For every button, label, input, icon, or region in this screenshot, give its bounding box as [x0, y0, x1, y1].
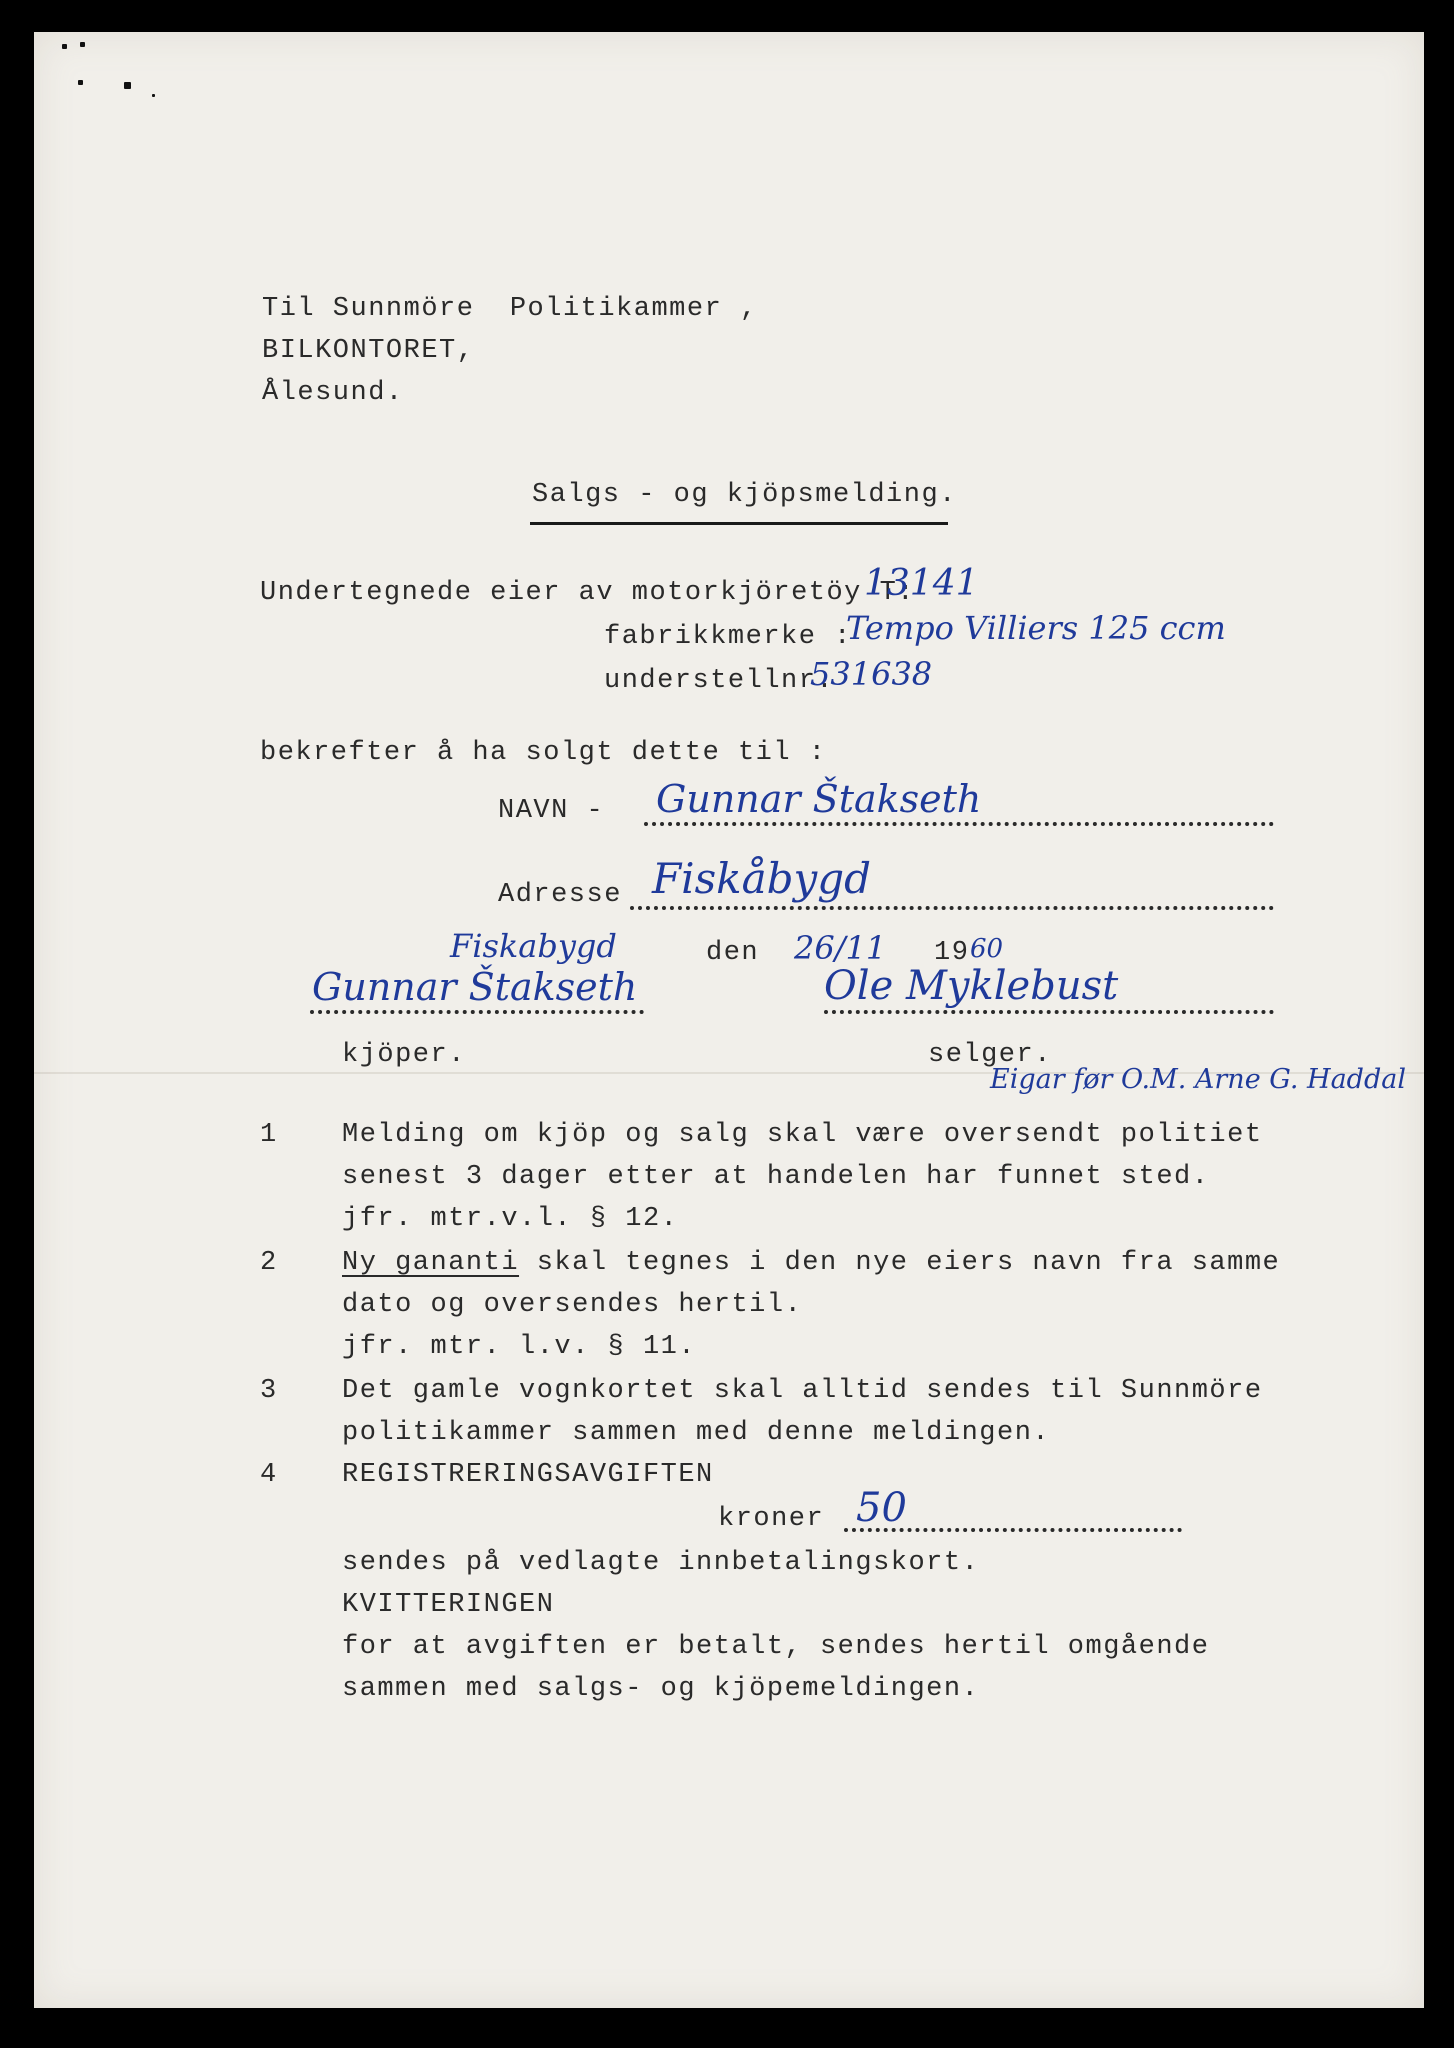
confirm-label: bekrefter å ha solgt dette til :: [260, 738, 827, 768]
make-label: fabrikkmerke :: [604, 622, 852, 652]
seller-signature: Ole Myklebust: [824, 963, 1119, 1009]
make-value: Tempo Villiers 125 ccm: [846, 609, 1226, 647]
rule-line: jfr. mtr.v.l. § 12.: [342, 1204, 679, 1234]
buyer-label: kjöper.: [342, 1040, 466, 1070]
rule-line: for at avgiften er betalt, sendes hertil omgående: [342, 1632, 1210, 1662]
ink-speck: [152, 94, 155, 97]
address-dotted-line: [630, 906, 1274, 910]
chassis-number: 531638: [810, 655, 933, 693]
ink-speck: [124, 82, 131, 89]
ink-speck: [62, 44, 67, 49]
buyer-address: Fiskåbygd: [652, 854, 872, 903]
rule-number: 1: [260, 1120, 278, 1150]
rule-line: [342, 1250, 1280, 1277]
kroner-value: 50: [856, 1485, 907, 1531]
chassis-label: understellnr.: [604, 666, 835, 696]
rule-line: Det gamle vognkortet skal alltid sendes til Sunnmöre: [342, 1376, 1263, 1406]
owner-label: Undertegnede eier av motorkjöretöy T:: [260, 578, 915, 608]
previous-owner-note: Eigar før O.M. Arne G. Haddal: [990, 1064, 1406, 1095]
address-line-3: Ålesund.: [262, 378, 404, 408]
rule-number: 4: [260, 1460, 278, 1490]
buyer-signature: Gunnar Štakseth: [312, 965, 638, 1009]
rule-line: sammen med salgs- og kjöpemeldingen.: [342, 1674, 980, 1704]
buyer-name: Gunnar Štakseth: [656, 777, 982, 821]
seller-label: selger.: [928, 1040, 1052, 1070]
rule-line: jfr. mtr. l.v. § 11.: [342, 1332, 697, 1362]
address-line-1: Til Sunnmöre Politikammer ,: [262, 294, 758, 324]
rule-number: 3: [260, 1376, 278, 1406]
rule-line: KVITTERINGEN: [342, 1590, 555, 1620]
rule-line: sendes på vedlagte innbetalingskort.: [342, 1548, 980, 1578]
document-page: [34, 32, 1424, 2008]
name-label: NAVN -: [498, 796, 605, 826]
rule-line: senest 3 dager etter at handelen har funnet sted.: [342, 1162, 1210, 1192]
date-label: den: [706, 938, 760, 968]
registration-number: 13141: [864, 563, 979, 604]
rule-line: politikammer sammen med denne meldingen.: [342, 1418, 1051, 1448]
address-line-2: BILKONTORET,: [262, 336, 475, 366]
year-prefix: 19: [934, 938, 970, 968]
ink-speck: [80, 42, 85, 47]
ink-speck: [78, 80, 83, 85]
rule-number: 2: [260, 1248, 278, 1278]
underlined-term: Ny gananti: [342, 1248, 520, 1278]
rule-line-rest: skal tegnes i den nye eiers navn fra samme: [519, 1248, 1281, 1278]
rule-line: Melding om kjöp og salg skal være oversendt politiet: [342, 1120, 1263, 1150]
name-dotted-line: [644, 822, 1274, 826]
year-suffix: 60: [970, 934, 1004, 964]
rule-line: REGISTRERINGSAVGIFTEN: [342, 1460, 714, 1490]
rule-line: dato og oversendes hertil.: [342, 1290, 803, 1320]
title-underline: [530, 522, 948, 525]
buyer-signature-line: [310, 1010, 644, 1014]
date-day-month: 26/11: [794, 929, 887, 967]
seller-signature-line: [824, 1010, 1274, 1014]
address-label: Adresse: [498, 880, 622, 910]
place-of-sale: Fiskabygd: [450, 927, 617, 965]
kroner-label: kroner: [718, 1504, 825, 1534]
document-title: Salgs - og kjöpsmelding.: [532, 480, 957, 510]
